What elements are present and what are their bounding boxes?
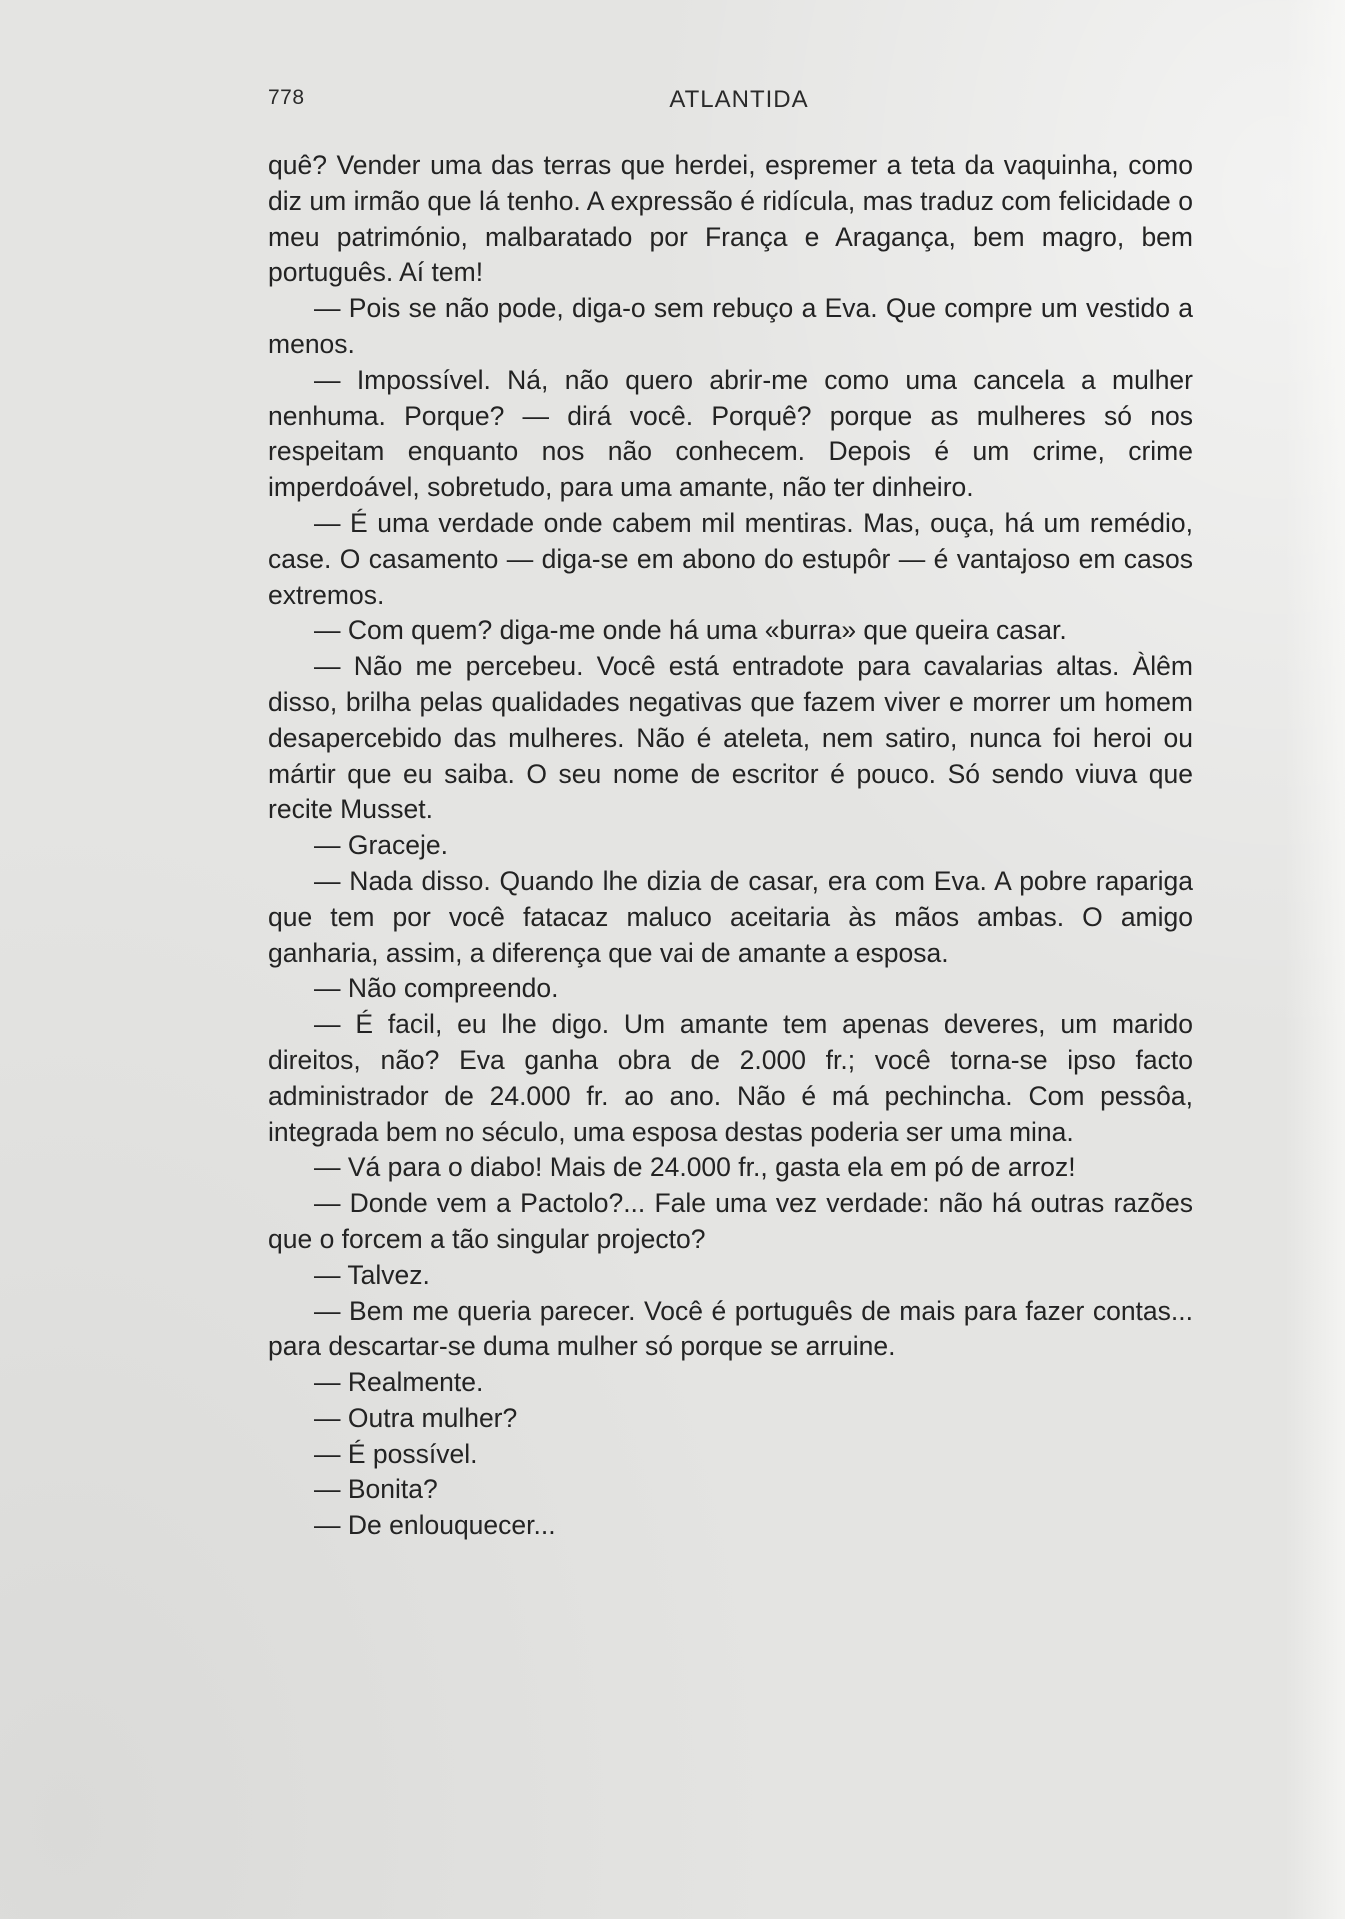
paragraph: — De enlouquecer... (314, 1510, 556, 1541)
paragraph: — É facil, eu lhe digo. Um amante tem apenas deveres, um marido direitos, não? Eva ganha obra de 2.000 fr.; você torna-se ipso facto administrador de 24.000 fr. ao ano. Não é má pechincha. Com pessôa, integrada bem no século, uma esposa destas poderia ser uma mina. (268, 1009, 1193, 1147)
paragraph: — Outra mulher? (314, 1402, 518, 1433)
paragraph: — É possível. (314, 1438, 478, 1469)
paragraph: — Graceje. (314, 830, 449, 861)
paragraph: — Bem me queria parecer. Você é português de mais para fazer contas... para descartar-se duma mulher só porque se arruine. (268, 1295, 1193, 1362)
paragraph: — Pois se não pode, diga-o sem rebuço a Eva. Que compre um vestido a menos. (268, 293, 1193, 359)
paragraph: — Não compreendo. (314, 973, 559, 1004)
paragraph: — Realmente. (314, 1367, 484, 1398)
paragraph: — É uma verdade onde cabem mil mentiras. Mas, ouça, há um remédio, case. O casamento — diga-se em abono do estupôr — é vantajoso em casos extremos. (268, 507, 1193, 610)
paragraph: — Donde vem a Pactolo?... Fale uma vez verdade: não há outras razões que o forcem a tão singular projecto? (268, 1188, 1193, 1254)
paragraph: — Bonita? (314, 1474, 438, 1505)
running-title: ATLANTIDA (669, 86, 809, 113)
paragraph: — Não me percebeu. Você está entradote para cavalarias altas. Àlêm disso, brilha pelas qualidades negativas que fazem viver e morrer um homem desapercebido das mulheres. Não é ateleta, nem satiro, nunca foi heroi ou mártir que eu saiba. O seu nome de escritor é pouco. Só sendo viuva que recite Musset. (268, 651, 1193, 825)
body-text (268, 148, 1193, 1544)
running-header (268, 82, 1210, 122)
paragraph: — Talvez. (314, 1259, 430, 1290)
paragraph: — Nada disso. Quando lhe dizia de casar, era com Eva. A pobre rapariga que tem por você fatacaz maluco aceitaria às mãos ambas. O amigo ganharia, assim, a diferença que vai de amante a esposa. (268, 865, 1193, 968)
page-number: 778 (268, 86, 305, 109)
paragraph: — Impossível. Ná, não quero abrir-me como uma cancela a mulher nenhuma. Porque? — dirá você. Porquê? porque as mulheres só nos respeitam enquanto nos não conhecem. Depois é um crime, crime imperdoável, sobretudo, para uma amante, não ter dinheiro. (268, 364, 1193, 503)
paragraph: — Vá para o diabo! Mais de 24.000 fr., gasta ela em pó de arroz! (314, 1152, 1076, 1183)
page-edge-shading (1285, 0, 1345, 1919)
paragraph: — Com quem? diga-me onde há uma «burra» que queira casar. (314, 615, 1067, 646)
paragraph: quê? Vender uma das terras que herdei, espremer a teta da vaquinha, como diz um irmão que lá tenho. A expressão é ridícula, mas traduz com felicidade o meu património, malbaratado por França e Aragança, bem magro, bem português. Aí tem! (268, 150, 1193, 288)
